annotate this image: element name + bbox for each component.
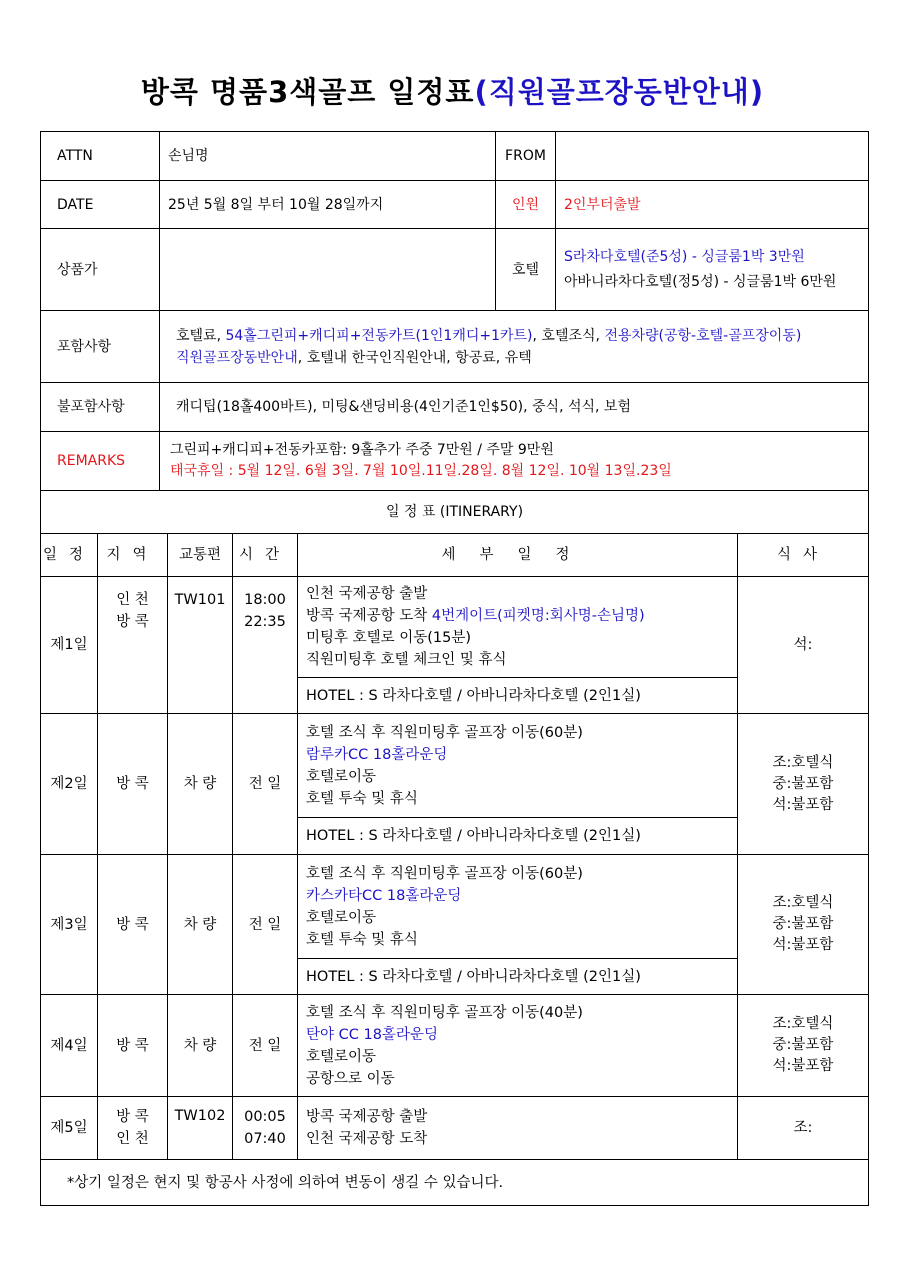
detail-line: 방콕 국제공항 도착	[306, 608, 432, 624]
col-region: 지역	[98, 534, 168, 577]
day-label: 제2일	[41, 714, 98, 855]
time: 22:35	[244, 614, 286, 630]
itinerary-table	[40, 533, 869, 1206]
date-row	[41, 181, 869, 229]
itinerary-header-row	[41, 534, 869, 577]
detail-line: 호텔 조식 후 직원미팅후 골프장 이동(40분)	[306, 1004, 583, 1021]
footnote-row	[41, 1160, 869, 1206]
inclusion-row	[41, 311, 869, 383]
detail-line: 호텔로이동	[306, 1048, 377, 1065]
detail-line: 공항으로 이동	[306, 1070, 395, 1087]
detail-line: 미팅후 호텔로 이동(15분)	[306, 630, 472, 646]
time: 07:40	[244, 1131, 286, 1147]
exclusion-value: 캐디팁(18홀400바트), 미팅&샌딩비용(4인기준1인$50), 중식, 석식, 보험	[160, 383, 869, 432]
golf-course: 탄야 CC 18홀라운딩	[306, 1026, 438, 1043]
detail-line: 직원미팅후 호텔 체크인 및 휴식	[306, 652, 507, 668]
picket-note: 4번게이트(피켓명:회사명-손님명)	[431, 608, 645, 624]
table-row	[41, 995, 869, 1097]
region: 방 콕	[98, 714, 168, 855]
transport: 차 량	[168, 995, 233, 1097]
col-time: 시간	[233, 534, 298, 577]
col-detail: 세부일정	[298, 534, 738, 577]
meal: 조:호텔식	[772, 754, 834, 771]
golf-course: 카스카타CC 18홀라운딩	[306, 887, 462, 904]
region: 방 콕	[98, 995, 168, 1097]
col-transport: 교통편	[168, 534, 233, 577]
detail-line: 인천 국제공항 도착	[306, 1131, 428, 1147]
detail-line: 호텔로이동	[306, 909, 377, 926]
time: 전 일	[233, 714, 298, 855]
meal: 조:호텔식	[772, 1016, 834, 1032]
region: 방 콕	[98, 855, 168, 995]
table-row	[41, 1097, 869, 1160]
attn-value: 손님명	[160, 132, 496, 181]
inclusion-label: 포함사항	[41, 311, 160, 383]
remarks-label: REMARKS	[41, 432, 160, 491]
detail-line: 인천 국제공항 출발	[306, 586, 428, 602]
transport: 차 량	[168, 714, 233, 855]
price-hotel-row	[41, 229, 869, 311]
col-day: 일정	[41, 534, 98, 577]
meal: 석:불포함	[772, 1058, 834, 1074]
hotel-line: HOTEL : S 라차다호텔 / 아바니라차다호텔 (2인1실)	[298, 959, 738, 995]
title-sub: (직원골프장동반안내)	[474, 75, 765, 109]
incl-text-3: , 호텔내 한국인직원안내, 항공료, 유텍	[297, 349, 532, 366]
detail-line: 호텔 투숙 및 휴식	[306, 931, 418, 948]
remarks-row	[41, 432, 869, 491]
from-label: FROM	[496, 132, 556, 181]
detail-line: 호텔로이동	[306, 768, 377, 785]
meal: 석:불포함	[772, 796, 834, 813]
golf-course: 람루카CC 18홀라운딩	[306, 746, 448, 763]
meal: 중:불포함	[772, 1037, 834, 1053]
date-value: 25년 5월 8일 부터 10월 28일까지	[160, 181, 496, 229]
hotel-line: HOTEL : S 라차다호텔 / 아바니라차다호텔 (2인1실)	[298, 818, 738, 855]
remarks-line-1: 그린피+캐디피+전동카포함: 9홀추가 주중 7만원 / 주말 9만원	[170, 442, 554, 458]
price-label: 상품가	[41, 229, 160, 311]
meal: 조:	[738, 1097, 869, 1160]
detail-line: 호텔 조식 후 직원미팅후 골프장 이동(60분)	[306, 724, 583, 741]
table-row	[41, 577, 869, 678]
meal: 중:불포함	[772, 775, 834, 792]
attn-row	[41, 132, 869, 181]
hotel-line: HOTEL : S 라차다호텔 / 아바니라차다호텔 (2인1실)	[298, 678, 738, 714]
time: 전 일	[233, 995, 298, 1097]
table-row	[41, 855, 869, 959]
time: 00:05	[244, 1109, 286, 1125]
region: 방 콕	[116, 1109, 149, 1125]
day-label: 제4일	[41, 995, 98, 1097]
detail-line: 호텔 투숙 및 휴식	[306, 790, 418, 807]
info-table	[40, 131, 869, 534]
meal: 석:불포함	[772, 937, 834, 953]
attn-label: ATTN	[41, 132, 160, 181]
transport: TW102	[168, 1097, 233, 1160]
hotel-option-1: S라차다호텔(준5성) - 싱글룸1박 3만원	[564, 248, 805, 265]
exclusion-row	[41, 383, 869, 432]
price-value	[160, 229, 496, 311]
time: 18:00	[244, 592, 286, 608]
meal: 석:	[738, 577, 869, 714]
region: 인 천	[116, 1131, 149, 1147]
pax-value: 2인부터출발	[556, 181, 869, 229]
title-main: 방콕 명품3색골프 일정표	[140, 75, 475, 109]
schedule-sheet	[40, 131, 868, 1206]
itinerary-heading-row	[41, 491, 869, 534]
day-label: 제3일	[41, 855, 98, 995]
meal: 조:호텔식	[772, 895, 834, 911]
inclusion-value	[160, 311, 869, 383]
incl-text: 호텔료,	[176, 327, 226, 344]
region: 방 콕	[116, 614, 149, 630]
page-title	[0, 70, 905, 111]
meal: 중:불포함	[772, 916, 834, 932]
pax-label: 인원	[496, 181, 556, 229]
incl-text-2: , 호텔조식,	[532, 327, 605, 344]
incl-vehicle: 전용차량(공항-호텔-골프장이동)	[604, 327, 802, 344]
time: 전 일	[233, 855, 298, 995]
table-row	[41, 714, 869, 818]
transport: 차 량	[168, 855, 233, 995]
itinerary-heading: 일 정 표 (ITINERARY)	[41, 491, 869, 534]
date-label: DATE	[41, 181, 160, 229]
detail-line: 방콕 국제공항 출발	[306, 1109, 428, 1125]
region: 인 천	[116, 592, 149, 608]
incl-golf: 54홀그린피+캐디피+전동카트(1인1캐디+1카트)	[225, 327, 533, 344]
col-meal: 식사	[738, 534, 869, 577]
hotel-label: 호텔	[496, 229, 556, 311]
footnote: *상기 일정은 현지 및 항공사 사정에 의하여 변동이 생길 수 있습니다.	[41, 1160, 869, 1206]
hotel-option-2: 아바니라차다호텔(정5성) - 싱글룸1박 6만원	[564, 273, 837, 290]
incl-staff: 직원골프장동반안내	[176, 349, 298, 366]
exclusion-label: 불포함사항	[41, 383, 160, 432]
detail-line: 호텔 조식 후 직원미팅후 골프장 이동(60분)	[306, 865, 583, 882]
from-value	[556, 132, 869, 181]
day-label: 제1일	[41, 577, 98, 714]
transport: TW101	[168, 577, 233, 714]
day-label: 제5일	[41, 1097, 98, 1160]
remarks-line-2: 태국휴일 : 5월 12일. 6월 3일. 7월 10일.11일.28일. 8월 12일. 10월 13일.23일	[170, 463, 672, 479]
